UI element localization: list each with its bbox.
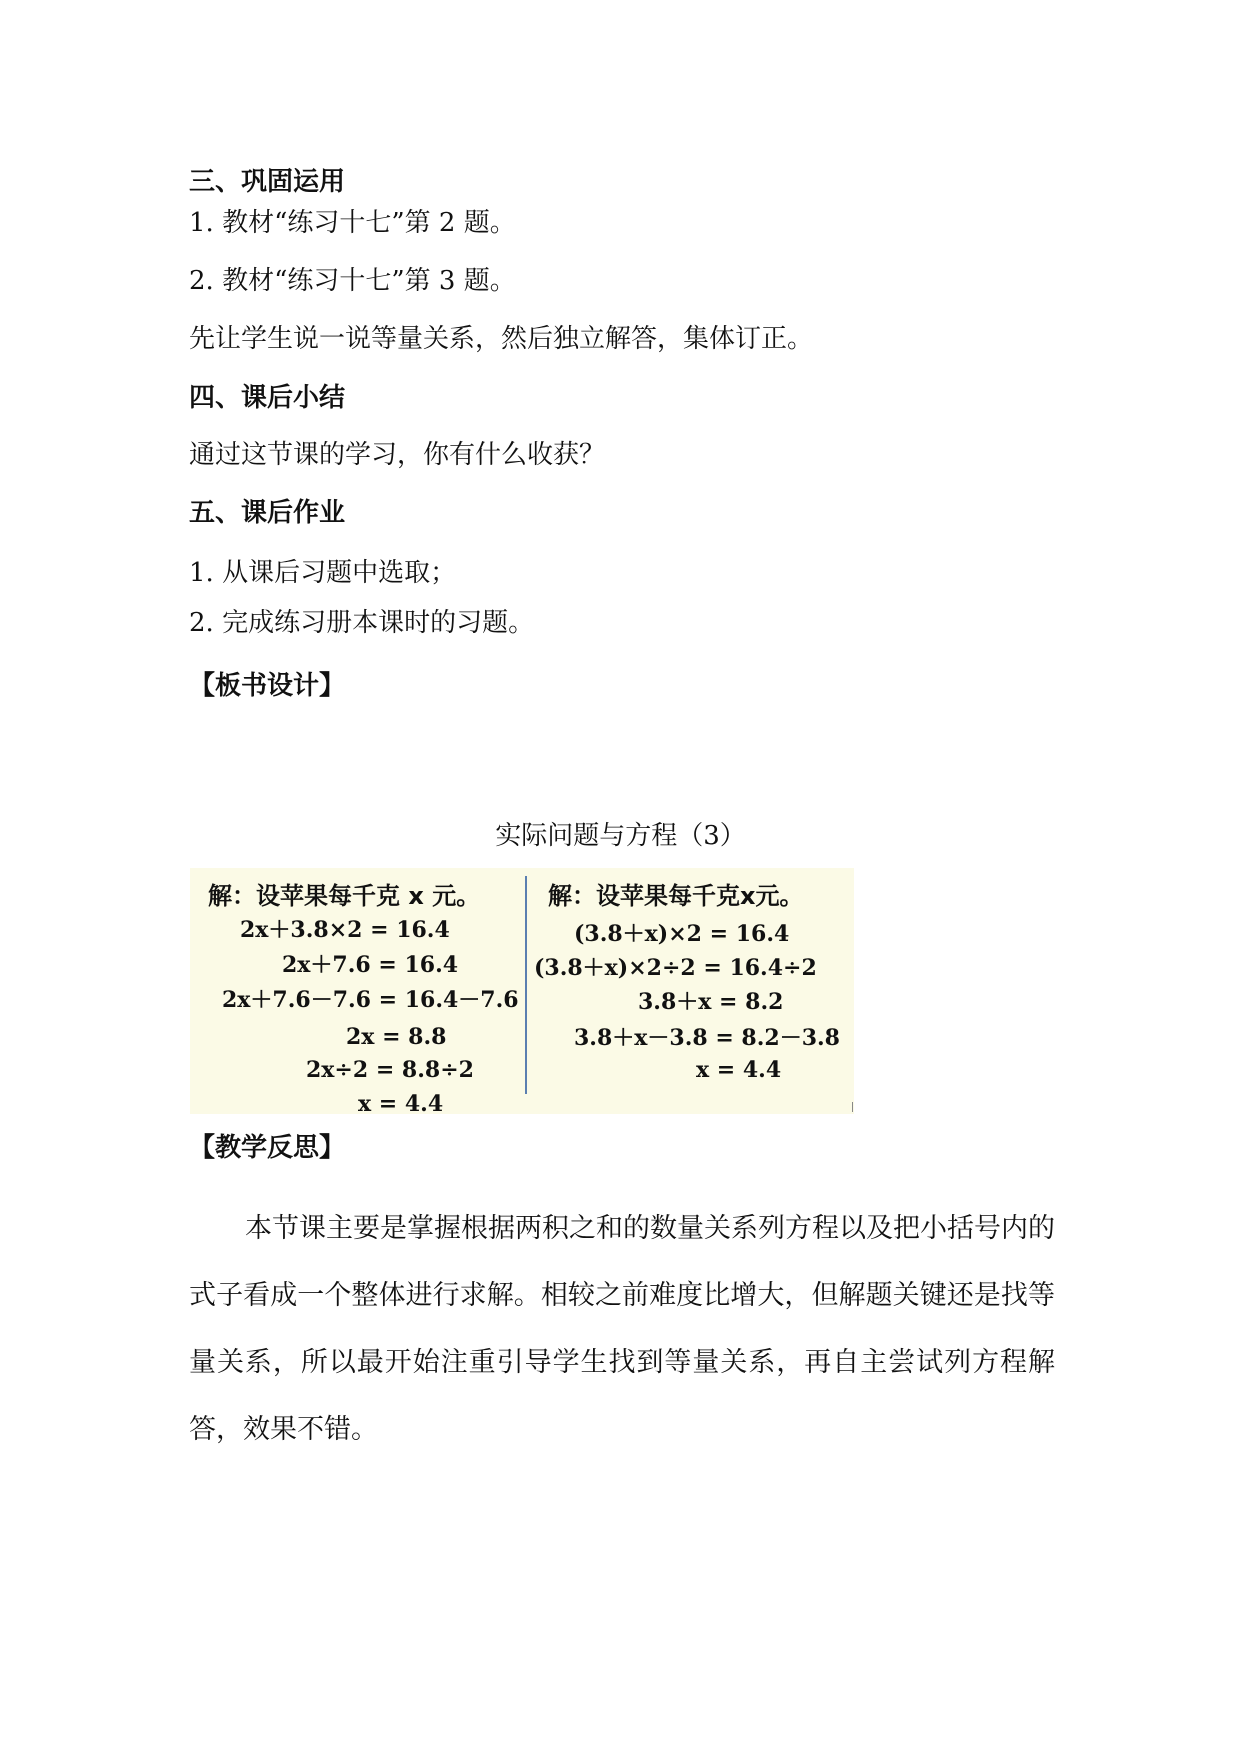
- right-equation-line: (3.8＋x)×2÷2 = 16.4÷2: [534, 955, 817, 981]
- left-equation-line: 2x＋7.6 = 16.4: [282, 952, 459, 978]
- board-equations-image: [190, 868, 854, 1117]
- section-3-item-2: 2. 教材“练习十七”第 3 题。: [189, 266, 516, 296]
- section-5-item-1: 1. 从课后习题中选取；: [189, 558, 457, 588]
- section-5-item-2: 2. 完成练习册本课时的习题。: [189, 608, 535, 638]
- right-equation-line: 3.8＋x－3.8 = 8.2－3.8: [574, 1025, 840, 1051]
- left-equation-line: 2x = 8.8: [346, 1024, 447, 1050]
- board-edge-mark: [852, 1102, 853, 1112]
- right-equation-line: 3.8＋x = 8.2: [638, 989, 784, 1015]
- section-3-note: 先让学生说一说等量关系，然后独立解答，集体订正。: [189, 324, 814, 354]
- section-5-heading: 五、课后作业: [189, 498, 346, 528]
- board-title: 实际问题与方程（3）: [495, 821, 746, 851]
- section-3-heading: 三、巩固运用: [189, 167, 346, 197]
- section-4-text: 通过这节课的学习，你有什么收获？: [189, 440, 606, 470]
- left-solution-head: 解：设苹果每千克 x 元。: [208, 882, 481, 910]
- left-equation-line: x = 4.4: [358, 1091, 444, 1117]
- reflection-paragraph: 本节课主要是掌握根据两积之和的数量关系列方程以及把小括号内的式子看成一个整体进行求解。相较之前难度比增大，但解题关键还是找等量关系，所以最开始注重引导学生找到等量关系，再自主尝试列方程解答，效果不错。: [189, 1213, 1055, 1445]
- board-divider: [525, 876, 527, 1094]
- left-equation-line: 2x÷2 = 8.8÷2: [306, 1057, 474, 1083]
- right-solution-head: 解：设苹果每千克x元。: [548, 882, 804, 910]
- section-4-heading: 四、课后小结: [189, 383, 346, 413]
- reflection-heading: 【教学反思】: [189, 1133, 346, 1163]
- right-equation-line: x = 4.4: [696, 1057, 782, 1083]
- section-3-item-1: 1. 教材“练习十七”第 2 题。: [189, 208, 516, 238]
- board-design-heading: 【板书设计】: [189, 671, 346, 701]
- left-equation-line: 2x＋7.6－7.6 = 16.4－7.6: [222, 987, 519, 1013]
- left-equation-line: 2x＋3.8×2 = 16.4: [240, 917, 450, 943]
- right-equation-line: (3.8＋x)×2 = 16.4: [574, 921, 790, 947]
